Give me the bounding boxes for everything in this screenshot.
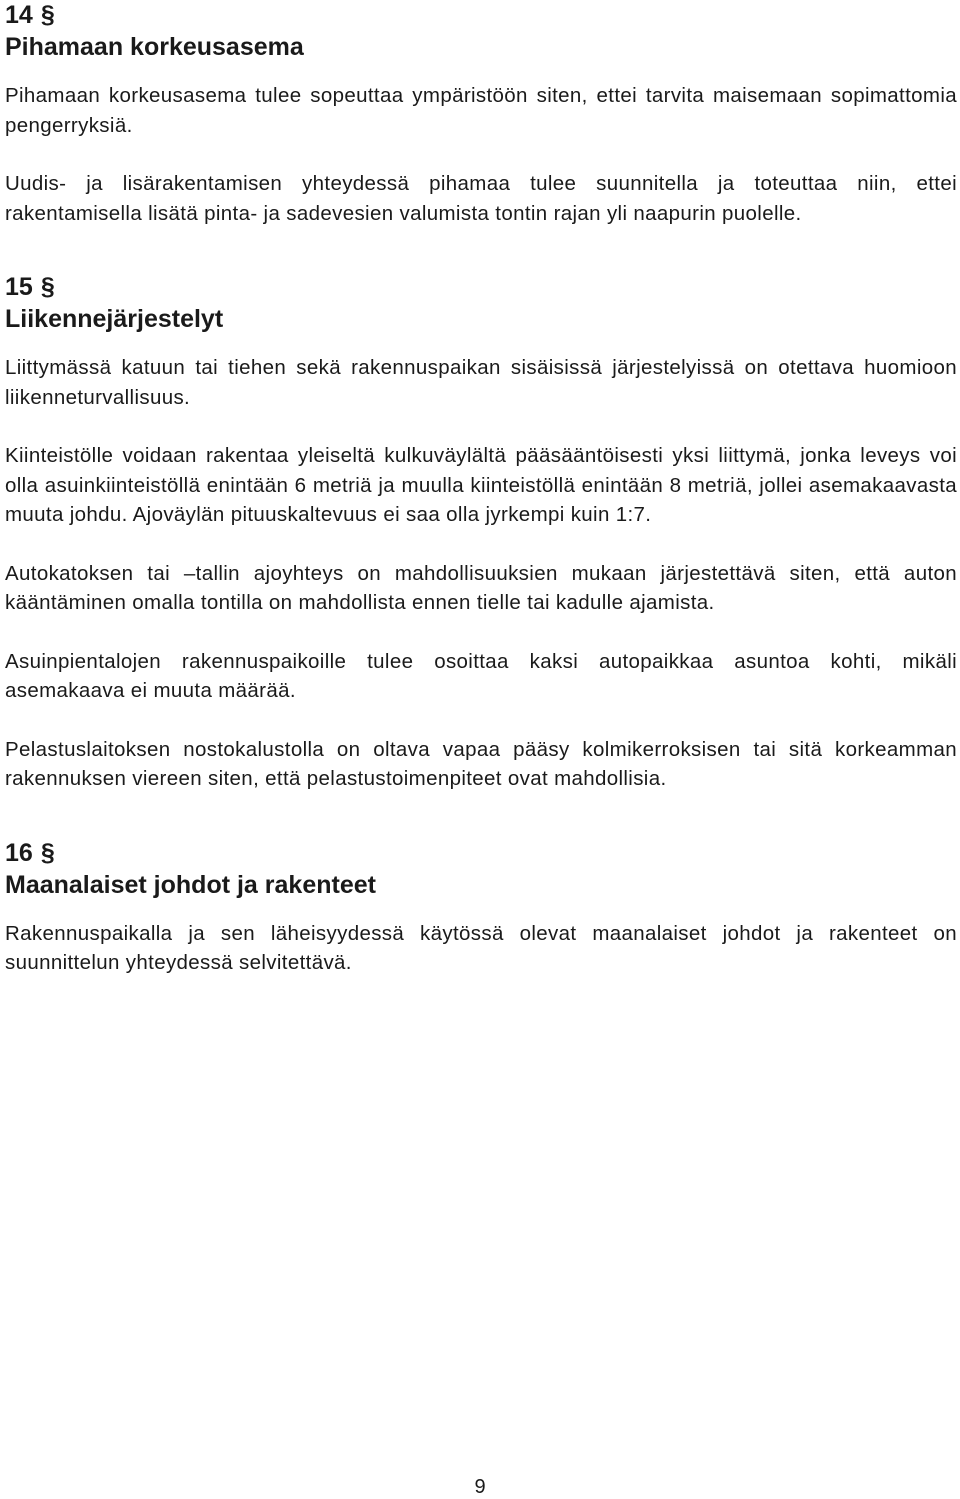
section-sign: § xyxy=(40,273,55,301)
paragraph: Liittymässä katuun tai tiehen sekä rakennuspaikan sisäisissä järjestelyissä on otettava huomioon liikenneturvallisuus. xyxy=(5,356,957,409)
section-number: 15 § xyxy=(5,273,55,301)
section-number: 16 § xyxy=(5,838,55,867)
paragraph: Asuinpientalojen rakennuspaikoille tulee osoittaa kaksi autopaikkaa asuntoa kohti, mikäli asemakaava ei muuta määrää. xyxy=(5,649,957,702)
paragraph: Autokatoksen tai –tallin ajoyhteys on mahdollisuuksien mukaan järjestettävä siten, että auton kääntäminen omalla tontilla on mahdollista ennen tielle tai kadulle ajamista. xyxy=(5,561,957,614)
section-14 xyxy=(5,0,957,228)
document-page xyxy=(5,0,957,978)
section-number: 14 § xyxy=(5,1,55,29)
section-15 xyxy=(5,272,957,794)
paragraph: Pelastuslaitoksen nostokalustolla on oltava vapaa pääsy kolmikerroksisen tai sitä korkeamman rakennuksen viereen siten, että pelastustoimenpiteet ovat mahdollisia. xyxy=(5,737,957,790)
page-number: 9 xyxy=(474,1476,486,1498)
section-title: Liikennejärjestelyt xyxy=(5,305,224,333)
section-16 xyxy=(5,838,957,978)
section-title: Maanalaiset johdot ja rakenteet xyxy=(5,870,376,899)
paragraph: Kiinteistölle voidaan rakentaa yleiseltä kulkuväylältä pääsääntöisesti yksi liittymä, jonka leveys voi olla asuinkiinteistöllä enintään 6 metriä ja muulla kiinteistöllä enintään 8 metriä, jollei asemakaavasta muuta johdu. Ajoväylän pituuskaltevuus ei saa olla jyrkempi kuin 1:7. xyxy=(5,444,957,526)
paragraph: Rakennuspaikalla ja sen läheisyydessä käytössä olevat maanalaiset johdot ja rakenteet on suunnittelun yhteydessä selvitettävä. xyxy=(5,921,957,974)
paragraph: Pihamaan korkeusasema tulee sopeuttaa ympäristöön siten, ettei tarvita maisemaan sopimattomia pengerryksiä. xyxy=(5,84,957,137)
paragraph: Uudis- ja lisärakentamisen yhteydessä pihamaa tulee suunnitella ja toteuttaa niin, ettei rakentamisella lisätä pinta- ja sadevesien valumista tontin rajan yli naapurin puolelle. xyxy=(5,172,957,225)
section-title: Pihamaan korkeusasema xyxy=(5,33,304,61)
section-sign: § xyxy=(40,1,55,29)
section-sign: § xyxy=(40,838,55,867)
